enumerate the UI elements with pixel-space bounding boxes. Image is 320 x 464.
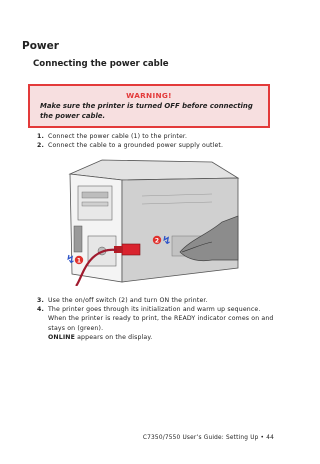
- svg-text:↯: ↯: [162, 234, 172, 247]
- printer-illustration: [62, 156, 242, 286]
- callout-2-label: 2: [154, 237, 160, 245]
- callout-1-label: 1: [76, 257, 82, 265]
- display-note-text: appears on the display.: [75, 333, 153, 341]
- step-text: Connect the power cable (1) to the printer.: [48, 133, 188, 140]
- step-text: Connect the cable to a grounded power supply outlet.: [48, 142, 224, 150]
- step-number: 1.: [37, 133, 44, 140]
- step-4-detail: When the printer is ready to print, the READY indicator comes on and stays on (green).: [48, 315, 274, 332]
- warning-box: [28, 84, 270, 128]
- step-4: [37, 305, 277, 342]
- warning-title: WARNING!: [126, 91, 172, 100]
- step-text: Use the on/off switch (2) and turn ON the printer.: [48, 297, 208, 304]
- steps-list-top: [37, 132, 277, 150]
- section-title: Power: [22, 40, 59, 52]
- step-3: [37, 296, 277, 305]
- warning-text: Make sure the printer is turned OFF before connecting the power cable.: [40, 102, 253, 120]
- step-number: 3.: [37, 297, 44, 304]
- online-label: ONLINE: [48, 333, 75, 341]
- svg-text:↯: ↯: [66, 253, 76, 266]
- step-1: [37, 132, 277, 141]
- step-2: [37, 141, 277, 150]
- subsection-title: Connecting the power cable: [33, 59, 169, 69]
- step-number: 2.: [37, 142, 44, 150]
- step-4-display-note: [37, 333, 277, 342]
- steps-list-bottom: [37, 296, 277, 342]
- page-footer: C7350/7550 User’s Guide: Setting Up • 44: [142, 435, 274, 441]
- step-number: 4.: [37, 306, 44, 314]
- step-text: The printer goes through its initialization and warm up sequence.: [48, 306, 261, 314]
